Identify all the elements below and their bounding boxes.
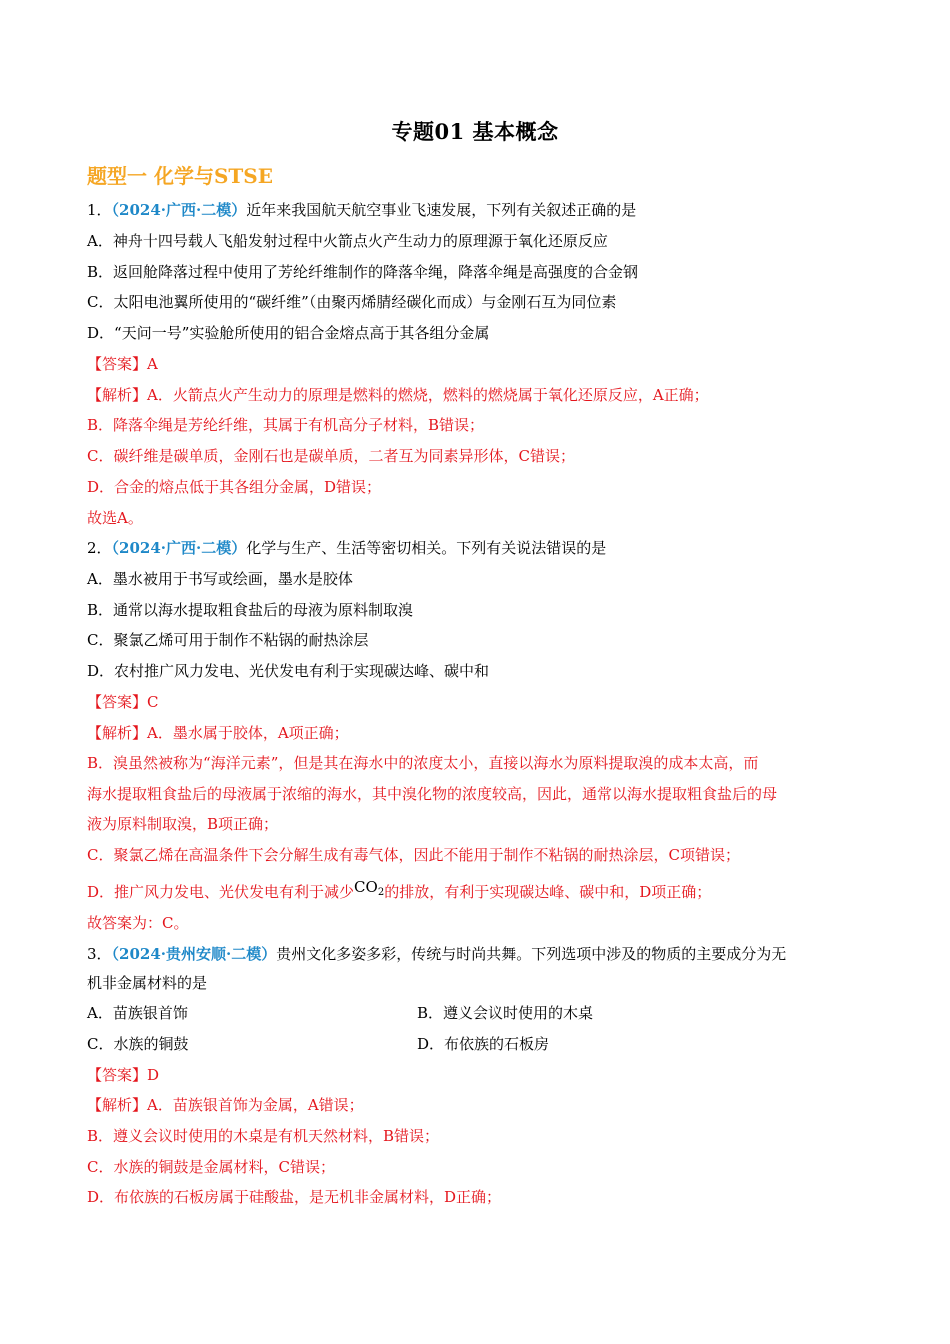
q2-answer: 【答案】C bbox=[87, 693, 159, 711]
q2-analysis-b-line2: 海水提取粗食盐后的母液属于浓缩的海水，其中溴化物的浓度较高，因此，通常以海水提取粗食盐后的母 bbox=[87, 785, 778, 803]
q2-option-b: B．通常以海水提取粗食盐后的母液为原料制取溴 bbox=[87, 601, 414, 619]
q3-stem bbox=[87, 943, 786, 965]
q1-conclusion: 故选A。 bbox=[87, 509, 143, 527]
q2-analysis-c: C．聚氯乙烯在高温条件下会分解生成有毒气体，因此不能用于制作不粘锅的耐热涂层，C项错误； bbox=[87, 846, 740, 864]
q1-option-c: C．太阳电池翼所使用的“碳纤维”（由聚丙烯腈经碳化而成）与金刚石互为同位素 bbox=[87, 293, 617, 311]
q1-option-b: B．返回舱降落过程中使用了芳纶纤维制作的降落伞绳，降落伞绳是高强度的合金钢 bbox=[87, 263, 639, 281]
q3-answer: 【答案】D bbox=[87, 1066, 160, 1084]
q2-analysis-b-line3: 液为原料制取溴，B项正确； bbox=[87, 815, 279, 833]
q2-analysis-d-post: 的排放，有利于实现碳达峰、碳中和，D项正确； bbox=[384, 883, 712, 901]
q1-number: 1． bbox=[87, 201, 112, 219]
q2-analysis-a: 【解析】A．墨水属于胶体，A项正确； bbox=[87, 724, 349, 742]
q3-analysis-b: B．遵义会议时使用的木桌是有机天然材料，B错误； bbox=[87, 1127, 440, 1145]
co2-text: CO bbox=[354, 878, 378, 896]
q3-option-d: D．布依族的石板房 bbox=[417, 1035, 550, 1053]
q2-option-a: A．墨水被用于书写或绘画，墨水是胶体 bbox=[87, 570, 353, 588]
q3-stem-line2: 机非金属材料的是 bbox=[87, 974, 208, 992]
q2-number: 2． bbox=[87, 539, 112, 557]
section-heading: 题型一 化学与STSE bbox=[87, 164, 273, 188]
q3-stem-text: 贵州文化多姿多彩，传统与时尚共舞。下列选项中涉及的物质的主要成分为无 bbox=[276, 945, 787, 963]
q3-analysis-d: D．布依族的石板房属于硅酸盐，是无机非金属材料，D正确； bbox=[87, 1188, 502, 1206]
q1-analysis-b: B．降落伞绳是芳纶纤维，其属于有机高分子材料，B错误； bbox=[87, 416, 485, 434]
q1-analysis-c: C．碳纤维是碳单质，金刚石也是碳单质，二者互为同素异形体，C错误； bbox=[87, 447, 575, 465]
q2-analysis-d-pre: D．推广风力发电、光伏发电有利于减少 bbox=[87, 883, 355, 901]
q3-option-c: C．水族的铜鼓 bbox=[87, 1035, 189, 1053]
q2-analysis-d bbox=[87, 876, 711, 904]
q1-stem-text: 近年来我国航天航空事业飞速发展，下列有关叙述正确的是 bbox=[246, 201, 637, 219]
q1-option-a: A．神舟十四号载人飞船发射过程中火箭点火产生动力的原理源于氧化还原反应 bbox=[87, 232, 608, 250]
q3-number: 3． bbox=[87, 945, 112, 963]
co2-formula bbox=[354, 878, 384, 896]
q2-conclusion: 故答案为：C。 bbox=[87, 914, 189, 932]
q1-source: （2024·广西·二模） bbox=[111, 201, 247, 219]
q3-option-a: A．苗族银首饰 bbox=[87, 1004, 188, 1022]
q3-option-b: B．遵义会议时使用的木桌 bbox=[417, 1004, 594, 1022]
co2-subscript: 2 bbox=[377, 887, 385, 898]
q1-analysis-a: 【解析】A．火箭点火产生动力的原理是燃料的燃烧，燃料的燃烧属于氧化还原反应，A正确； bbox=[87, 386, 709, 404]
q2-analysis-b-line1: B．溴虽然被称为“海洋元素”，但是其在海水中的浓度太小，直接以海水为原料提取溴的成本太高，而 bbox=[87, 754, 759, 772]
q1-stem bbox=[87, 199, 636, 221]
q1-option-d: D．“天问一号”实验舱所使用的铝合金熔点高于其各组分金属 bbox=[87, 324, 490, 342]
q1-answer: 【答案】A bbox=[87, 355, 158, 373]
q2-option-c: C．聚氯乙烯可用于制作不粘锅的耐热涂层 bbox=[87, 631, 369, 649]
q2-stem-text: 化学与生产、生活等密切相关。下列有关说法错误的是 bbox=[246, 539, 607, 557]
q1-analysis-d: D．合金的熔点低于其各组分金属，D错误； bbox=[87, 478, 382, 496]
page-title: 专题01 基本概念 bbox=[391, 119, 559, 144]
q3-source: （2024·贵州安顺·二模） bbox=[111, 945, 277, 963]
q3-analysis-a: 【解析】A．苗族银首饰为金属，A错误； bbox=[87, 1096, 364, 1114]
q2-option-d: D．农村推广风力发电、光伏发电有利于实现碳达峰、碳中和 bbox=[87, 662, 490, 680]
q2-source: （2024·广西·二模） bbox=[111, 539, 247, 557]
q2-stem bbox=[87, 537, 606, 559]
q3-analysis-c: C．水族的铜鼓是金属材料，C错误； bbox=[87, 1158, 335, 1176]
